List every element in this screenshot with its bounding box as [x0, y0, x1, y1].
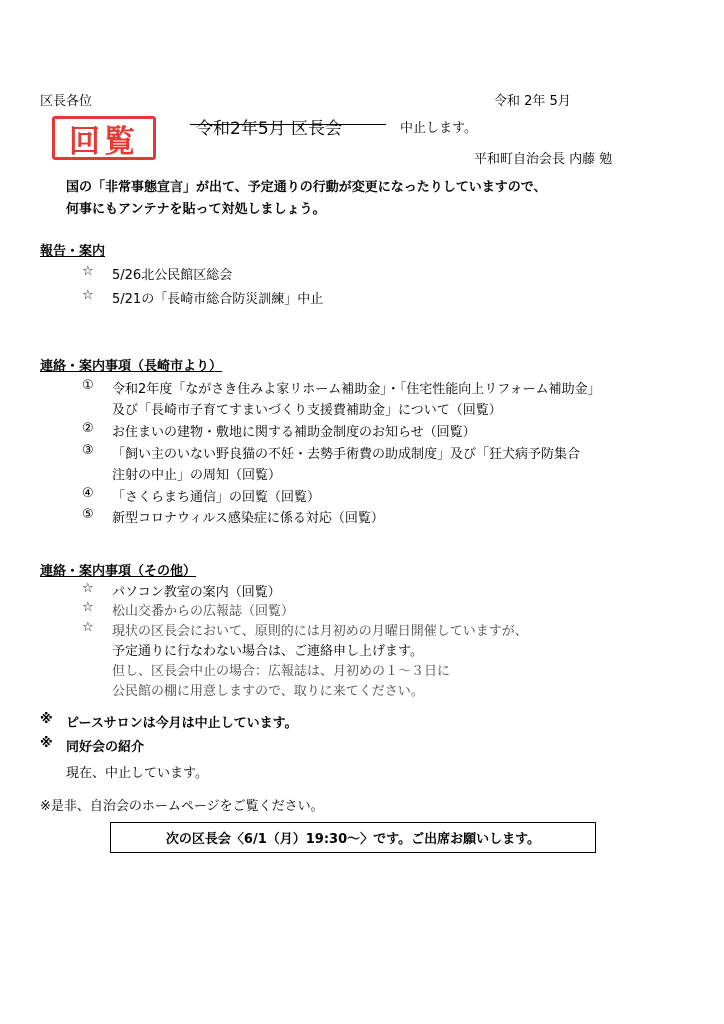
section-heading-other: 連絡・案内事項（その他） [40, 564, 197, 579]
notice-line-2: 何事にもアンテナを貼って対処しましょう。 [66, 202, 326, 217]
list-item: 松山交番からの広報誌（回覧） [112, 604, 295, 619]
list-item-continuation: 公民館の棚に用意しますので、取りに来てください。 [112, 684, 424, 699]
list-item: 5/26北公民館区総会 [112, 268, 233, 283]
star-icon: ☆ [82, 600, 94, 615]
reference-mark-icon: ※ [40, 712, 53, 727]
star-icon: ☆ [82, 581, 94, 596]
next-meeting-box: 次の区長会〈6/1（月）19:30～〉です。ご出席お願いします。 [110, 822, 596, 853]
list-item: 「さくらまち通信」の回覧（回覧） [112, 490, 321, 505]
list-item-continuation: 注射の中止」の周知（回覧） [112, 468, 282, 483]
star-icon: ☆ [82, 264, 94, 279]
section-heading-city: 連絡・案内事項（長崎市より） [40, 359, 223, 374]
author: 平和町自治会長 内藤 勉 [474, 152, 613, 167]
section-heading-reports: 報告・案内 [40, 244, 106, 259]
list-item: 「飼い主のいない野良猫の不妊・去勢手術費の助成制度」及び「狂犬病予防集合 [112, 447, 581, 462]
club-status: 現在、中止しています。 [66, 766, 208, 781]
list-item-continuation: 及び「長崎市子育てすまいづくり支援費補助金」について（回覧） [112, 403, 502, 418]
club-heading: 同好会の紹介 [66, 740, 145, 755]
list-item-continuation: 予定通りに行なわない場合は、ご連絡申し上げます。 [112, 644, 423, 659]
addressee: 区長各位 [40, 94, 93, 109]
list-item: パソコン教室の案内（回覧） [112, 585, 281, 600]
star-icon: ☆ [82, 288, 94, 303]
meeting-title: 令和2年5月 区長会 [196, 119, 343, 139]
circulation-stamp: 回覧 [52, 116, 156, 160]
circled-number-3: ③ [82, 443, 94, 458]
list-item: お住まいの建物・敷地に関する補助金制度のお知らせ（回覧） [112, 425, 476, 440]
list-item: 5/21の「長崎市総合防災訓練」中止 [112, 292, 324, 307]
circled-number-2: ② [82, 421, 94, 436]
homepage-note: ※是非、自治会のホームページをご覧ください。 [40, 799, 324, 814]
notice-line-1: 国の「非常事態宣言」が出て、予定通りの行動が変更になったりしていますので、 [66, 180, 547, 195]
salon-notice: ピースサロンは今月は中止しています。 [66, 716, 298, 731]
circled-number-5: ⑤ [82, 507, 94, 522]
document-date: 令和 2年 5月 [494, 94, 571, 109]
list-item: 新型コロナウィルス感染症に係る対応（回覧） [112, 511, 384, 526]
list-item: 現状の区長会において、原則的には月初めの月曜日開催していますが、 [112, 624, 528, 639]
star-icon: ☆ [82, 620, 94, 635]
reference-mark-icon: ※ [40, 736, 53, 751]
circled-number-4: ④ [82, 486, 94, 501]
meeting-status: 中止します。 [400, 121, 477, 136]
list-item: 令和2年度「ながさき住みよ家リホーム補助金」・「住宅性能向上リフォーム補助金」 [112, 382, 601, 397]
list-item-continuation: 但し、区長会中止の場合：広報誌は、月初めの１～３日に [112, 664, 451, 679]
strike-through-line [190, 124, 386, 125]
circled-number-1: ① [82, 378, 94, 393]
